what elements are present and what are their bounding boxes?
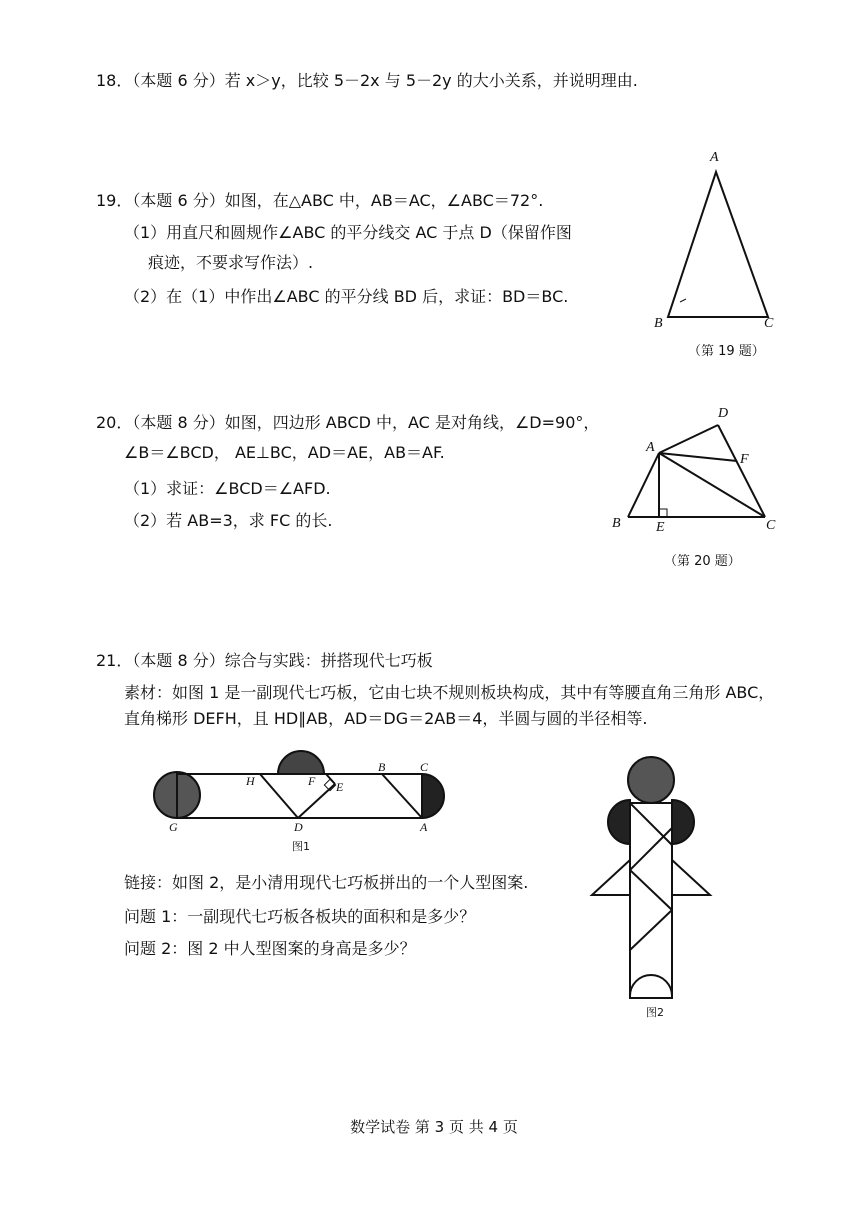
q20-part2: （2）若 AB=3，求 FC 的长.	[124, 511, 333, 530]
q20-stem-line2: ∠B＝∠BCD， AE⊥BC，AD＝AE，AB＝AF.	[124, 443, 445, 462]
q19-stem: 19．（本题 6 分）如图，在△ABC 中，AB＝AC，∠ABC＝72°.	[96, 191, 544, 210]
q21-question1: 问题 1：一副现代七巧板各板块的面积和是多少？	[124, 907, 476, 926]
fig1-label-E: E	[336, 780, 344, 794]
q19-label-C: C	[764, 316, 774, 331]
q21-material-line1: 素材：如图 1 是一副现代七巧板，它由七块不规则板块构成，其中有等腰直角三角形 ABC，	[124, 683, 775, 702]
q21-figure2-human-pattern	[580, 750, 720, 1010]
q21-figure1-tangram	[150, 748, 450, 828]
q20-label-C: C	[766, 518, 776, 533]
fig1-label-H: H	[246, 774, 255, 788]
q20-label-A: A	[646, 440, 655, 455]
q20-quadrilateral-figure	[600, 405, 780, 535]
q20-label-E: E	[656, 520, 665, 535]
q21-stem: 21．（本题 8 分）综合与实践：拼搭现代七巧板	[96, 651, 433, 670]
fig1-caption: 图1	[292, 840, 310, 853]
fig1-label-D: D	[294, 820, 303, 834]
q19-part1-line1: （1）用直尺和圆规作∠ABC 的平分线交 AC 于点 D（保留作图	[124, 223, 572, 242]
fig1-label-G: G	[169, 820, 178, 834]
q19-triangle-figure	[650, 150, 790, 330]
q20-label-F: F	[740, 452, 749, 467]
q20-part1: （1）求证：∠BCD＝∠AFD.	[124, 479, 331, 498]
q19-label-B: B	[654, 316, 663, 331]
fig1-label-F: F	[308, 774, 316, 788]
q20-label-D: D	[718, 406, 729, 421]
fig1-label-B: B	[378, 760, 386, 774]
fig1-label-C: C	[420, 760, 429, 774]
q19-label-A: A	[710, 150, 719, 165]
q21-link: 链接：如图 2，是小清用现代七巧板拼出的一个人型图案.	[124, 873, 529, 892]
fig1-label-A: A	[420, 820, 428, 834]
page-footer: 数学试卷 第 3 页 共 4 页	[350, 1118, 518, 1136]
q19-part2: （2）在（1）中作出∠ABC 的平分线 BD 后，求证：BD＝BC.	[124, 287, 569, 306]
fig2-caption: 图2	[646, 1006, 664, 1019]
q20-stem-line1: 20．（本题 8 分）如图，四边形 ABCD 中，AC 是对角线，∠D=90°，	[96, 413, 600, 432]
q19-part1-line2: 痕迹，不要求写作法）.	[148, 253, 314, 272]
q21-question2: 问题 2：图 2 中人型图案的身高是多少？	[124, 939, 416, 958]
q20-caption: （第 20 题）	[664, 554, 741, 569]
q19-caption: （第 19 题）	[688, 344, 765, 359]
q18-text: 18．（本题 6 分）若 x＞y，比较 5－2x 与 5－2y 的大小关系，并说明理由.	[96, 71, 638, 90]
q20-label-B: B	[612, 516, 621, 531]
q21-material-line2: 直角梯形 DEFH，且 HD∥AB，AD＝DG＝2AB＝4，半圆与圆的半径相等.	[124, 709, 648, 728]
